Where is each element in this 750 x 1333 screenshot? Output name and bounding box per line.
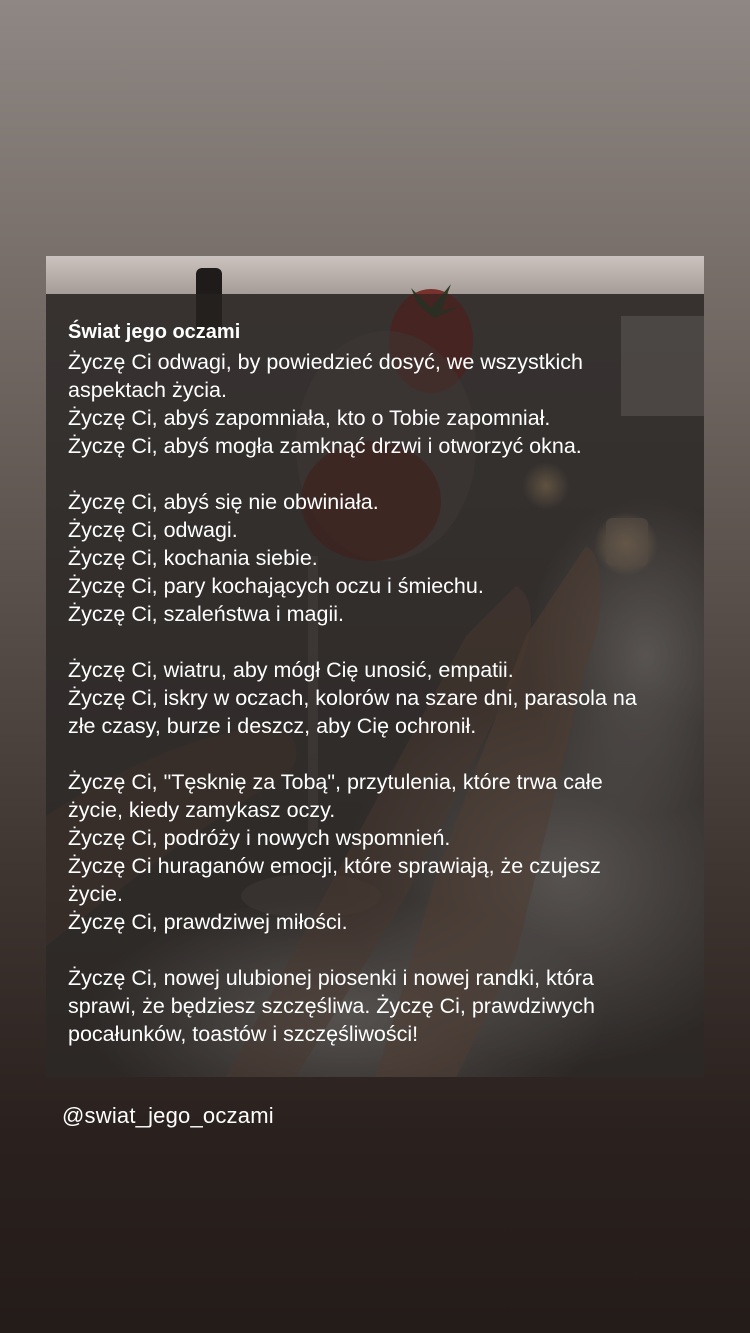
- text-line: Życzę Ci odwagi, by powiedzieć dosyć, we wszystkich: [68, 350, 583, 374]
- post-title: Świat jego oczami: [68, 321, 241, 343]
- text-line: Życzę Ci, szaleństwa i magii.: [68, 602, 344, 626]
- paragraph-2: [68, 488, 688, 628]
- text-line: Życzę Ci, pary kochających oczu i śmiechu.: [68, 574, 484, 598]
- text-line: aspektach życia.: [68, 378, 227, 402]
- text-line: Życzę Ci, abyś mogła zamknąć drzwi i otworzyć okna.: [68, 434, 582, 458]
- text-line: Życzę Ci, prawdziwej miłości.: [68, 910, 348, 934]
- text-line: życie.: [68, 882, 123, 906]
- text-line: Życzę Ci, abyś zapomniała, kto o Tobie zapomniał.: [68, 406, 551, 430]
- account-mention-link[interactable]: @swiat_jego_oczami: [62, 1103, 274, 1128]
- text-line: życie, kiedy zamykasz oczy.: [68, 798, 336, 822]
- text-line: pocałunków, toastów i szczęśliwości!: [68, 1022, 419, 1046]
- text-line: złe czasy, burze i deszcz, aby Cię ochronił.: [68, 714, 477, 738]
- text-line: Życzę Ci, abyś się nie obwiniała.: [68, 490, 379, 514]
- paragraph-3: [68, 656, 688, 740]
- text-line: Życzę Ci, "Tęsknię za Tobą", przytulenia, które trwa całe: [68, 770, 603, 794]
- paragraph-4: [68, 768, 688, 936]
- text-line: Życzę Ci, nowej ulubionej piosenki i nowej randki, która: [68, 966, 594, 990]
- paragraph-1: [68, 348, 688, 460]
- text-line: Życzę Ci, wiatru, aby mógł Cię unosić, empatii.: [68, 658, 514, 682]
- text-line: Życzę Ci, odwagi.: [68, 518, 238, 542]
- text-line: sprawi, że będziesz szczęśliwa. Życzę Ci, prawdziwych: [68, 994, 595, 1018]
- text-line: Życzę Ci, iskry w oczach, kolorów na szare dni, parasola na: [68, 686, 637, 710]
- post-text: [68, 318, 688, 1048]
- text-line: Życzę Ci, kochania siebie.: [68, 546, 318, 570]
- text-line: Życzę Ci huraganów emocji, które sprawiają, że czujesz: [68, 854, 601, 878]
- post-image-card: [46, 256, 704, 1077]
- text-line: Życzę Ci, podróży i nowych wspomnień.: [68, 826, 451, 850]
- paragraph-5: [68, 964, 688, 1048]
